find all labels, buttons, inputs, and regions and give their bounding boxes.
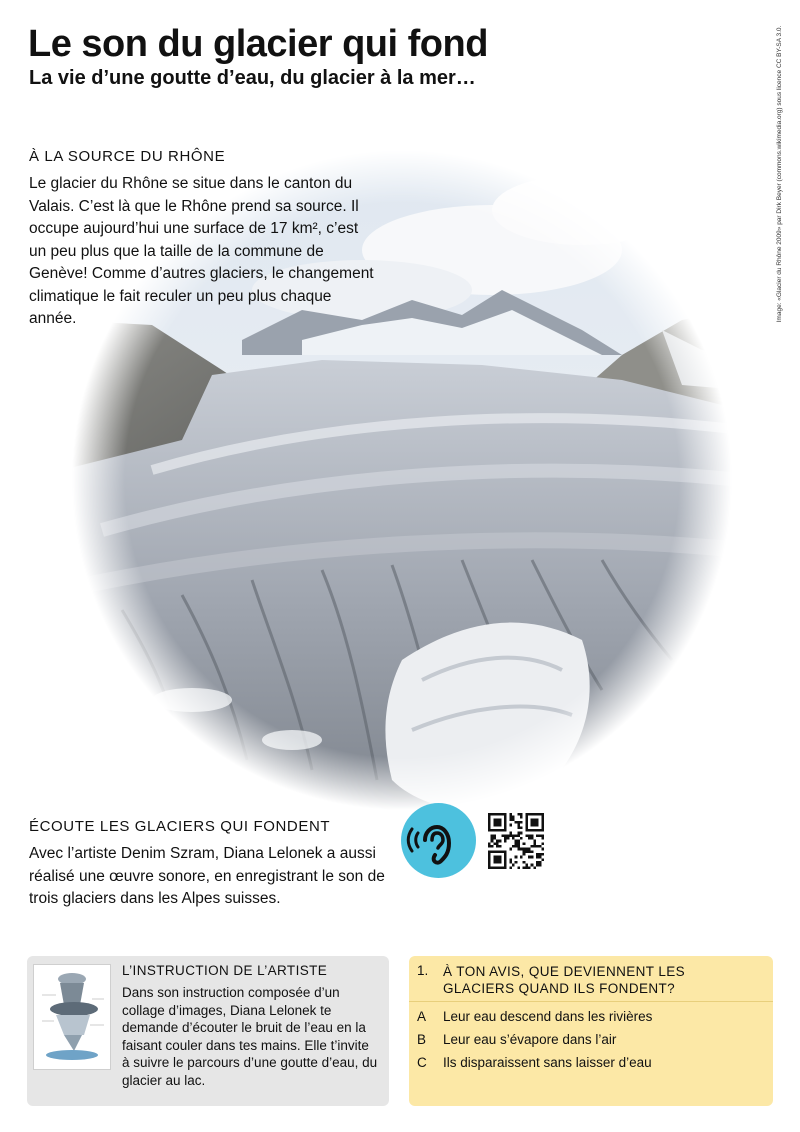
instruction-heading: L’INSTRUCTION DE L’ARTISTE — [122, 963, 328, 978]
quiz-option-b[interactable]: Leur eau s’évapore dans l’air — [443, 1032, 617, 1047]
instruction-collage-thumbnail — [33, 964, 111, 1070]
ear-icon — [401, 803, 476, 878]
section-listen-body: Avec l’artiste Denim Szram, Diana Lelonek a aussi réalisé une œuvre sonore, en enregistrant le son de trois glaciers dans les Alpes suisses. — [29, 845, 385, 907]
quiz-option-c[interactable]: Ils disparaissent sans laisser d’eau — [443, 1055, 652, 1070]
image-credit: Image: «Glacier du Rhône 2009» par Dirk Beyer (commons.wikimedia.org) sous licence CC BY-SA 3.0. — [776, 25, 783, 323]
qr-code-icon[interactable] — [488, 813, 544, 869]
section-source-heading: À LA SOURCE DU RHÔNE — [29, 148, 226, 165]
page-subtitle: La vie d’une goutte d’eau, du glacier à la mer… — [29, 67, 476, 89]
listen-button[interactable] — [401, 803, 476, 878]
quiz-option-letter: A — [417, 1009, 427, 1024]
section-listen-heading: ÉCOUTE LES GLACIERS QUI FONDENT — [29, 818, 331, 835]
quiz-question: À TON AVIS, QUE DEVIENNENT LES GLACIERS QUAND ILS FONDENT? — [443, 964, 686, 996]
section-source-body: Le glacier du Rhône se situe dans le canton du Valais. C’est là que le Rhône prend sa source. Il occupe aujourd’hui une surface de 17 km², c’est un peu plus que la taille de la commune de Genève! Comme d’autres glaciers, le changement climatique le fait reculer un peu plus chaque année. — [29, 175, 374, 327]
quiz-option-a[interactable]: Leur eau descend dans les rivières — [443, 1009, 653, 1024]
quiz-option-letter: C — [417, 1055, 427, 1070]
page-title: Le son du glacier qui fond — [28, 23, 488, 65]
quiz-divider — [409, 1001, 773, 1002]
quiz-option-letter: B — [417, 1032, 427, 1047]
quiz-number: 1. — [417, 963, 429, 978]
instruction-body: Dans son instruction composée d’un collage d’images, Diana Lelonek te demande d’écouter le bruit de l’eau en la faisant couler dans tes mains. Elle t’invite à suivre le parcours d’une goutte d’eau, du glacier au lac. — [122, 985, 378, 1088]
